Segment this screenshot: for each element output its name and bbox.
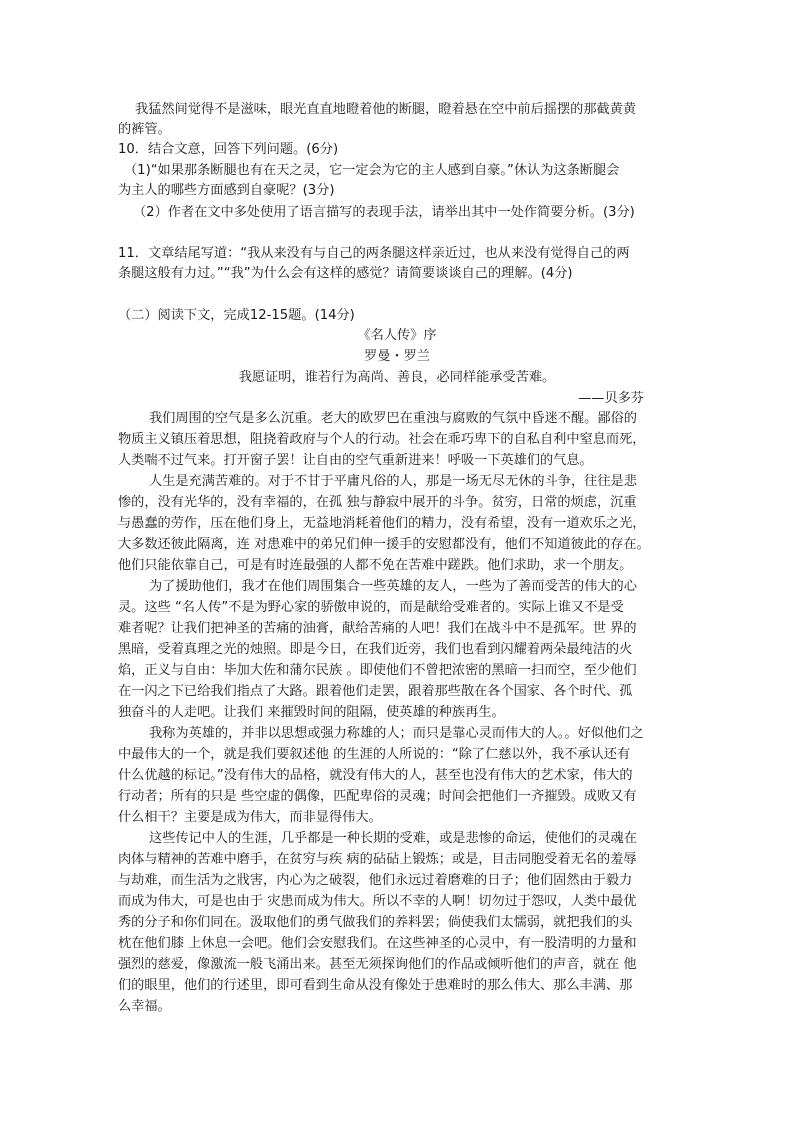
question-10-2: （2）作者在文中多处使用了语言描写的表现手法，请举出其中一处作简要分析。(3分): [133, 205, 635, 220]
paragraph-line: 么幸福。: [118, 999, 171, 1014]
question-10-1: （1)“如果那条断腿也有在天之灵，它一定会为它的主人感到自豪。”休认为这条断腿会: [124, 163, 620, 178]
paragraph-line: 什么优越的标记。”没有伟大的品格，就没有伟大的人，甚至也没有伟大的艺术家，伟大的: [118, 768, 633, 783]
paragraph-line: 中最伟大的一个，就是我们要叙述他 的生涯的人所说的：“除了仁慈以外，我不承认还有: [118, 747, 631, 762]
question-11-cont: 条腿这般有力过。”“我”为什么会有这样的感觉？请简要谈谈自己的理解。(4分): [118, 266, 573, 281]
paragraph-line: 灵。这些 “名人传”不是为野心家的骄傲申说的，而是献给受难者的。实际上谁又不是受: [118, 600, 624, 615]
paragraph-line: 他们只能依靠自己，可是有时连最强的人都不免在苦难中蹉跌。他们求助，求一个朋友。: [118, 558, 633, 573]
paragraph-line: 我称为英雄的，并非以思想或强力称雄的人；而只是靠心灵而伟大的人。。好似他们之: [149, 726, 644, 741]
paragraph-line: 我们周围的空气是多么沉重。老大的欧罗巴在重浊与腐败的气氛中昏迷不醒。鄙俗的: [149, 411, 637, 426]
paragraph-line: 们的眼里，他们的行述里，即可看到生命从没有像处于患难时的那么伟大、那么丰满、那: [118, 978, 633, 993]
paragraph-line: 焰，正义与自由：毕加大佐和蒲尔民族 。即使他们不曾把浓密的黑暗一扫而空，至少他们: [118, 663, 637, 678]
paragraph-line: 秀的分子和你们同在。汲取他们的勇气做我们的养料罢；倘使我们太懦弱，就把我们的头: [118, 915, 633, 930]
question-11: 11．文章结尾写道：“我从来没有与自己的两条腿这样亲近过，也从来没有觉得自己的两: [118, 246, 630, 261]
question-10-title: 10．结合文意，回答下列问题。(6分): [118, 142, 339, 157]
paragraph-line: 与劫难，而生活为之戕害，内心为之破裂，他们永远过着磨难的日子；他们固然由于毅力: [118, 873, 633, 888]
paragraph-line: 在一闪之下已给我们指点了大路。跟着他们走罢，跟着那些散在各个国家、各个时代、孤: [118, 684, 633, 699]
paragraph-line: 为了援助他们，我才在他们周围集合一些英雄的友人，一些为了善而受苦的伟大的心: [149, 579, 637, 594]
article-author: 罗曼・罗兰: [364, 349, 430, 364]
section-header: （二）阅读下文，完成12-15题。(14分): [118, 308, 355, 323]
paragraph-line: 人生是充满苦难的。对于不甘于平庸凡俗的人，那是一场无尽无休的斗争，往往是悲: [149, 474, 637, 489]
question-10-1-cont: 为主人的哪些方面感到自豪呢？(3分): [118, 183, 335, 198]
paragraph-line: 难者呢？让我们把神圣的苦痛的油膏，献给苦痛的人吧！我们在战斗中不是孤军。世 界的: [118, 621, 637, 636]
paragraph-line: 而成为伟大，可是也由于 灾患而成为伟大。所以不幸的人啊！切勿过于怨叹，人类中最优: [118, 894, 637, 909]
excerpt-line: 的裤管。: [118, 122, 171, 137]
paragraph-line: 枕在他们膝 上休息一会吧。他们会安慰我们。在这些神圣的心灵中，有一股清明的力量和: [118, 936, 637, 951]
paragraph-line: 肉体与精神的苦难中磨手，在贫穷与疾 病的砧砧上锻炼；或是，目击同胞受着无名的羞辱: [118, 852, 637, 867]
paragraph-line: 什么相干？主要是成为伟大，而非显得伟大。: [118, 810, 382, 825]
epigraph: 我愿证明，谁若行为高尚、善良，必同样能承受苦难。: [238, 370, 556, 385]
paragraph-line: 与愚蠢的劳作，压在他们身上，无益地消耗着他们的精力，没有希望，没有一道欢乐之光，: [118, 516, 646, 531]
paragraph-line: 大多数还彼此隔离，连 对患难中的弟兄们伸一援手的安慰都没有，他们不知道彼此的存在。: [118, 537, 650, 552]
paragraph-line: 行动者；所有的只是 些空虚的偶像，匹配卑俗的灵魂；时间会把他们一齐摧毁。成败又有: [118, 789, 637, 804]
excerpt-line: 我猛然间觉得不是滋味，眼光直直地瞪着他的断腿，瞪着悬在空中前后摇摆的那截黄黄: [135, 102, 637, 117]
epigraph-attribution: ——贝多芬: [578, 391, 644, 406]
paragraph-line: 黑暗，受着真理之光的烛照。即是今日，在我们近旁，我们也看到闪耀着两朵最纯洁的火: [118, 642, 633, 657]
paragraph-line: 惨的，没有光华的，没有幸福的，在孤 独与静寂中展开的斗争。贫穷，日常的烦虑，沉重: [118, 495, 637, 510]
paragraph-line: 这些传记中人的生涯，几乎都是一种长期的受难，或是悲惨的命运，使他们的灵魂在: [149, 831, 637, 846]
paragraph-line: 强烈的慈爱，像激流一般飞涌出来。甚至无须探询他们的作品或倾听他们的声音，就在 他: [118, 957, 637, 972]
paragraph-line: 人类喘不过气来。打开窗子罢！让自由的空气重新进来！呼吸一下英雄们的气息。: [118, 453, 593, 468]
article-title: 《名人传》序: [357, 328, 437, 343]
paragraph-line: 物质主义镇压着思想，阻挠着政府与个人的行动。社会在乖巧卑下的自私自利中窒息而死，: [118, 432, 646, 447]
paragraph-line: 独奋斗的人走吧。让我们 来摧毁时间的阻隔，使英雄的种族再生。: [118, 705, 505, 720]
